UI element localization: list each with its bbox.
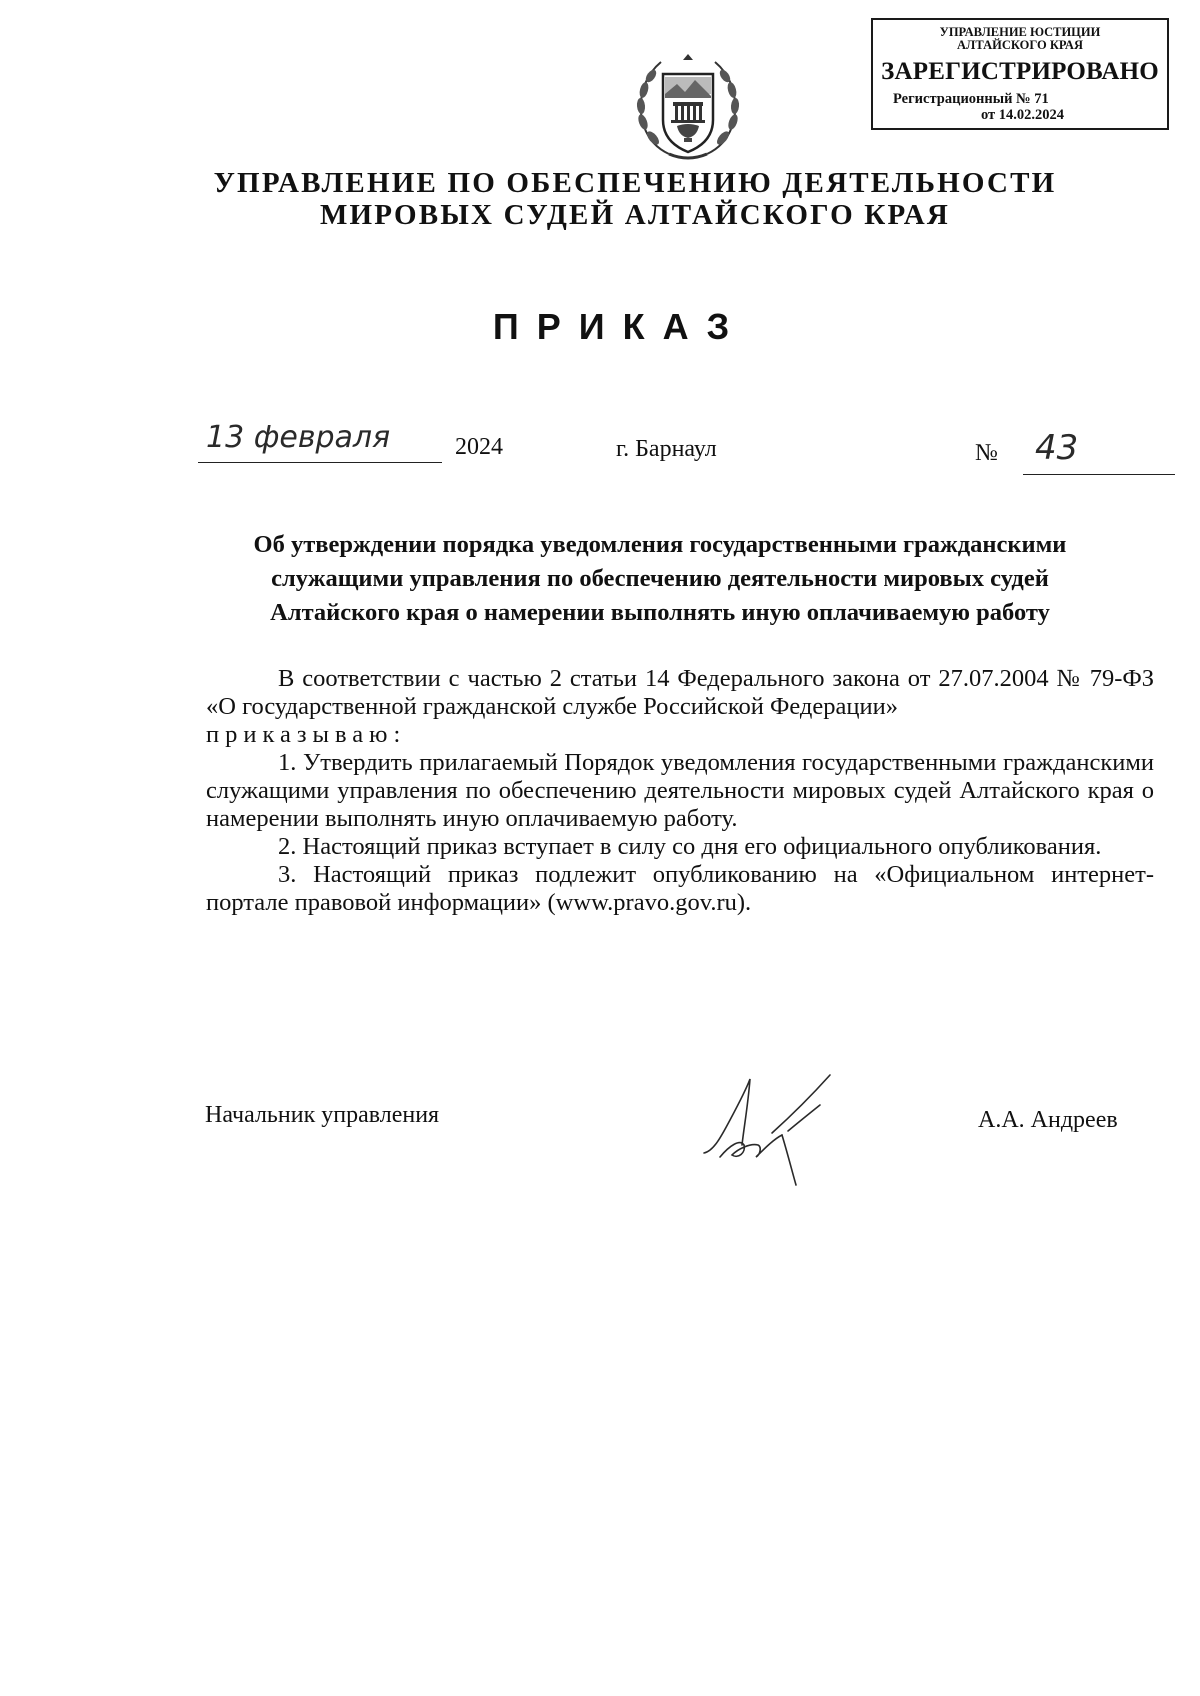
year-label: 2024 (455, 434, 503, 460)
registration-stamp (871, 18, 1169, 130)
signatory-position: Начальник управления (205, 1102, 440, 1128)
document-type-title: ПРИКАЗ (492, 306, 748, 347)
stamp-reg-number: Регистрационный № 71 (893, 91, 1049, 107)
stamp-org-line2: АЛТАЙСКОГО КРАЯ (957, 38, 1083, 52)
signatory-name: А.А. Андреев (978, 1107, 1118, 1133)
stamp-status: ЗАРЕГИСТРИРОВАНО (881, 58, 1159, 85)
order-subject (180, 528, 1140, 630)
preamble-paragraph: В соответствии с частью 2 статьи 14 Федерального закона от 27.07.2004 № 79-ФЗ «О государственной гражданской службе Российской Федерации» (206, 665, 1154, 720)
number-label: № (975, 440, 998, 466)
stamp-organization (873, 26, 1167, 52)
subject-line3: Алтайского края о намерении выполнять иную оплачиваемую работу (270, 599, 1050, 626)
organization-title-line1: УПРАВЛЕНИЕ ПО ОБЕСПЕЧЕНИЮ ДЕЯТЕЛЬНОСТИ (213, 167, 1057, 199)
organization-title-line2: МИРОВЫХ СУДЕЙ АЛТАЙСКОГО КРАЯ (319, 199, 951, 231)
order-item-2: 2. Настоящий приказ вступает в силу со дня его официального опубликования. (278, 833, 1102, 860)
date-handwritten: 13 февраля (206, 420, 391, 455)
order-item-1: 1. Утвердить прилагаемый Порядок уведомления государственными гражданскими служащими управления по обеспечению деятельности мировых судей Алтайского края о намерении выполнять иную оплачиваемую работу. (206, 749, 1154, 832)
stamp-org-line1: УПРАВЛЕНИЕ ЮСТИЦИИ (939, 25, 1101, 39)
order-body (206, 665, 1154, 917)
handwritten-signature-icon (692, 1065, 862, 1190)
number-underline (1023, 474, 1175, 475)
date-underline (198, 462, 442, 463)
subject-line1: Об утверждении порядка уведомления государственными гражданскими (253, 531, 1067, 558)
stamp-reg-date: от 14.02.2024 (981, 107, 1065, 123)
city-label: г. Барнаул (616, 436, 717, 462)
altai-krai-coat-of-arms-icon (629, 50, 747, 168)
number-handwritten: 43 (1035, 428, 1079, 468)
subject-line2: служащими управления по обеспечению деятельности мировых судей (271, 565, 1049, 592)
stamp-registration (893, 91, 1064, 123)
order-item-3: 3. Настоящий приказ подлежит опубликованию на «Официальном интернет-портале правовой информации» (www.pravo.gov.ru). (206, 861, 1154, 916)
order-word: приказываю: (206, 721, 407, 748)
